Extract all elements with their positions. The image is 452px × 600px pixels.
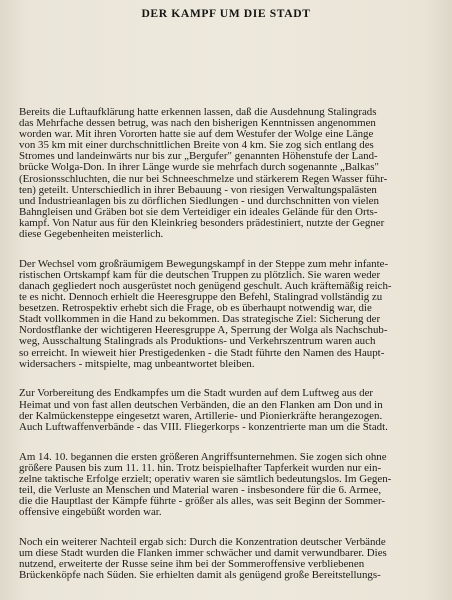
text-line: Der Wechsel vom großräumigem Bewegungskampf in der Steppe zum mehr infante- bbox=[19, 258, 389, 270]
text-line: Noch ein weiterer Nachteil ergab sich: Durch die Konzentration deutscher Verbände bbox=[19, 536, 386, 548]
text-line: kampf. Von Natur aus für den Kleinkrieg besonders prädestiniert, nutzte der Gegner bbox=[19, 217, 385, 229]
text-line: Zur Vorbereitung des Endkampfes um die Stadt wurden auf dem Luftweg aus der bbox=[19, 388, 374, 400]
text-line: Stadt vollkommen in die Hand zu bekommen. Das strategische Ziel: Sicherung der bbox=[19, 314, 381, 326]
text-line: Stromes und landeinwärts nur bis zur „Bergufer" genannten Höhenstufe der Land- bbox=[19, 151, 378, 163]
text-line: teil, die Verluste an Menschen und Material waren - insbesondere für die 6. Armee, bbox=[19, 484, 382, 496]
text-line: Nordostflanke der wichtigeren Heeresgruppe A, Sperrung der Wolga als Nachschub- bbox=[19, 325, 388, 337]
text-line: die die Hauptlast der Kämpfe führte - größer als alles, was seit Beginn der Sommer- bbox=[19, 495, 386, 507]
text-line: besetzen. Retrospektiv erhebt sich die Frage, ob es überhaupt notwendig war, die bbox=[19, 303, 372, 315]
text-line: widersachers - mitspielte, mag unbeantwortet bleiben. bbox=[19, 358, 255, 370]
body-text bbox=[19, 107, 441, 600]
text-line: von 35 km mit einer durchschnittlichen Breite von 4 km. Sie zog sich entlang des bbox=[19, 140, 374, 152]
text-line: Brückenköpfe nach Süden. Sie erhielten damit als genügend große Bereitstellungs- bbox=[19, 570, 381, 582]
text-line: nutzend, erweiterte der Russe seine ihm bei der Sommeroffensive verbliebenen bbox=[19, 558, 365, 570]
text-line: weg, Ausschaltung Stalingrads als Produktions- und Verkehrszentrum waren auch bbox=[19, 336, 376, 348]
text-line: ristischen Ortskampf kam für die deutschen Truppen zu plötzlich. Sie waren weder bbox=[19, 269, 381, 281]
text-line: um diese Stadt wurden die Flanken immer schwächer und damit verwundbarer. Dies bbox=[19, 547, 387, 559]
text-line: offensive eingebüßt worden war. bbox=[19, 506, 162, 518]
text-line: te es nicht. Dennoch erhielt die Heeresgruppe den Befehl, Stalingrad vollständig zu bbox=[19, 292, 383, 304]
paragraph bbox=[19, 259, 441, 370]
paragraph bbox=[19, 107, 441, 240]
text-line: brücke Wolga-Don. In ihrer Länge wurde sie mehrfach durch sogenannte „Balkas" bbox=[19, 162, 379, 174]
text-line: Am 14. 10. begannen die ersten größeren Angriffsunternehmen. Sie zogen sich ohne bbox=[19, 451, 387, 463]
text-line: so erreicht. In wieweit hier Prestigedenken - die Stadt führte den Namen des Haupt- bbox=[19, 347, 385, 359]
text-line: Bahngleisen und Gräben bot sie dem Verteidiger ein ideales Gelände für den Orts- bbox=[19, 206, 378, 218]
text-line: Bereits die Luftaufklärung hatte erkennen lassen, daß die Ausdehnung Stalingrads bbox=[19, 107, 377, 118]
text-line: worden war. Mit ihren Vororten hatte sie auf dem Westufer der Wolge eine Länge bbox=[19, 129, 374, 141]
text-line: Auch Luftwaffenverbände - das VIII. Fliegerkorps - konzentrierte man um die Stadt. bbox=[19, 421, 388, 433]
text-line: das Mehrfache dessen betrug, was nach den bisherigen Kenntnissen angenommen bbox=[19, 118, 376, 130]
text-line: größere Pausen bis zum 11. 11. hin. Trotz beispielhafter Tapferkeit wurden nur ein- bbox=[19, 462, 382, 474]
paragraph bbox=[19, 537, 441, 581]
text-line: und Industrieanlagen bis zu dörflichen Siedlungen - und durchschnitten von vielen bbox=[19, 195, 379, 207]
text-line: ten) geteilt. Unterschiedlich in ihrer Bebauung - von riesigen Verwaltungspalästen bbox=[19, 184, 377, 196]
text-line: Heimat und von fast allen deutschen Verbänden, die an den Flanken am Don und in bbox=[19, 399, 383, 411]
text-line: der Kalmückensteppe eingesetzt waren, Artillerie- und Pionierkräfte herangezogen. bbox=[19, 410, 383, 422]
text-line: danach gegliedert noch ausgerüstet noch genügend geschult. Auch kräftemäßig reich- bbox=[19, 281, 392, 292]
paragraph bbox=[19, 452, 441, 519]
text-line: (Erosionsschluchten, die nur bei Schneeschmelze und stärkerem Regen Wasser führ- bbox=[19, 173, 388, 185]
paragraph bbox=[19, 388, 441, 432]
text-line: diese Gegebenheiten meisterlich. bbox=[19, 229, 164, 241]
chapter-heading: DER KAMPF UM DIE STADT bbox=[141, 7, 311, 20]
text-line: zelne taktische Erfolge erzielt; operativ waren sie sämtlich bedeutungslos. Im Gegen- bbox=[19, 473, 392, 485]
